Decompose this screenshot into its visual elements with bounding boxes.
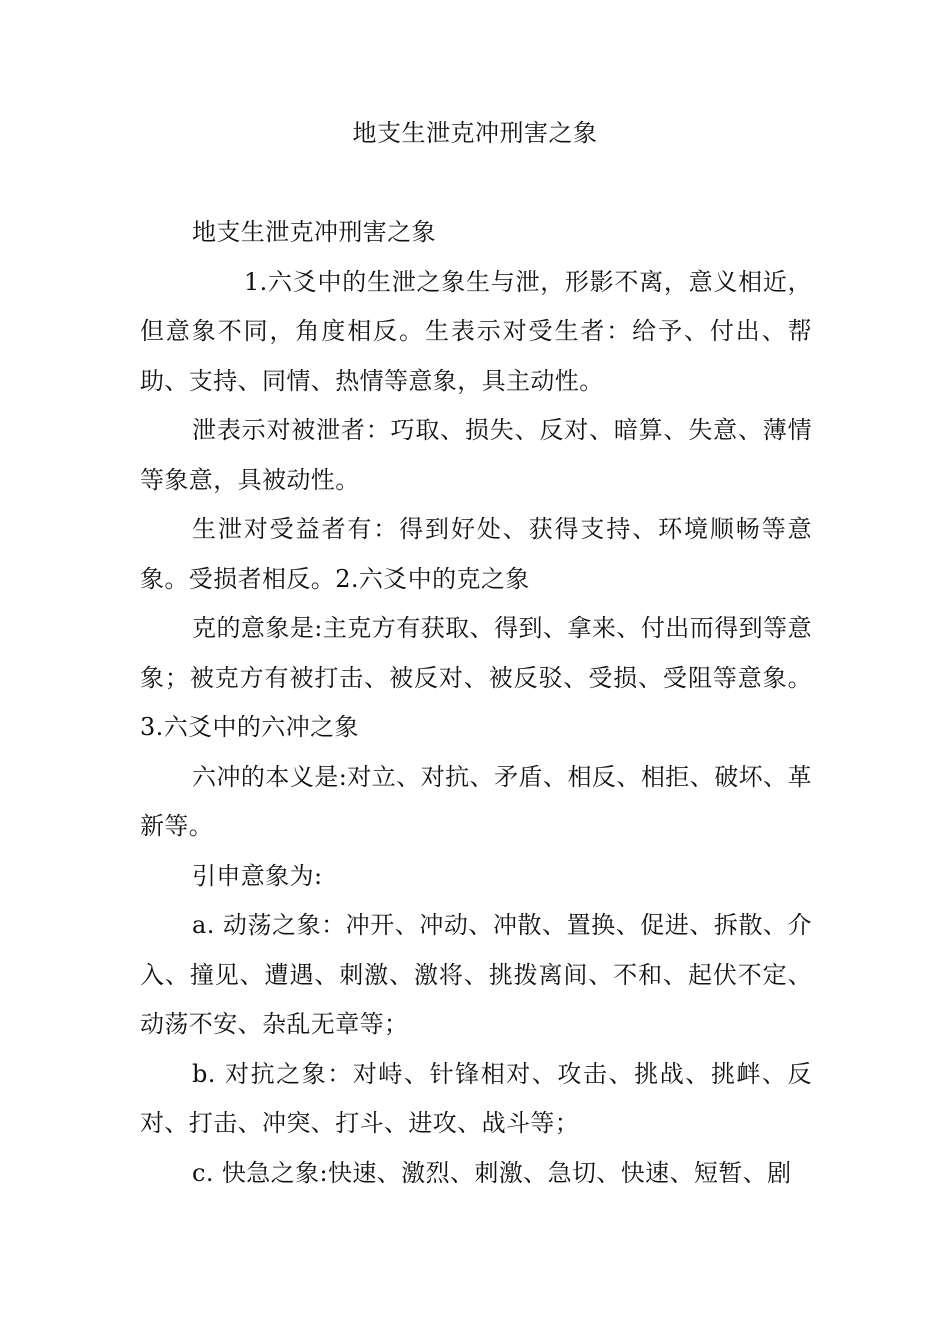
- list-item-a: a. 动荡之象：冲开、冲动、冲散、置换、促进、拆散、介入、撞见、遭遇、刺激、激将、挑拨离间、不和、起伏不定、动荡不安、杂乱无章等；: [140, 911, 812, 1038]
- section-heading: 地支生泄克冲刑害之象: [192, 218, 436, 246]
- paragraph-liu-chong: 六冲的本义是:对立、对抗、矛盾、相反、相拒、破坏、革新等。: [140, 762, 812, 840]
- list-item-b: b. 对抗之象：对峙、针锋相对、攻击、挑战、挑衅、反对、打击、冲突、打斗、进攻、战斗等；: [140, 1059, 812, 1137]
- paragraph-beneficiary: 生泄对受益者有：得到好处、获得支持、环境顺畅等意象。受损者相反。2.六爻中的克之象: [140, 515, 812, 593]
- document-body: [140, 208, 812, 1198]
- paragraph-extended-meaning: 引申意象为:: [192, 861, 323, 890]
- list-item-c: c. 快急之象:快速、激烈、刺激、急切、快速、短暂、剧: [192, 1158, 792, 1187]
- paragraph-ke: 克的意象是:主克方有获取、得到、拿来、付出而得到等意象；被克方有被打击、被反对、被反驳、受损、受阻等意象。3.六爻中的六冲之象: [140, 614, 812, 741]
- paragraph-sheng-xie: 1.六爻中的生泄之象生与泄，形影不离，意义相近，但意象不同，角度相反。生表示对受生者：给予、付出、帮助、支持、同情、热情等意象，具主动性。: [140, 267, 812, 395]
- page-title: 地支生泄克冲刑害之象: [352, 119, 598, 147]
- paragraph-xie: 泄表示对被泄者：巧取、损失、反对、暗算、失意、薄情等象意，具被动性。: [140, 416, 812, 494]
